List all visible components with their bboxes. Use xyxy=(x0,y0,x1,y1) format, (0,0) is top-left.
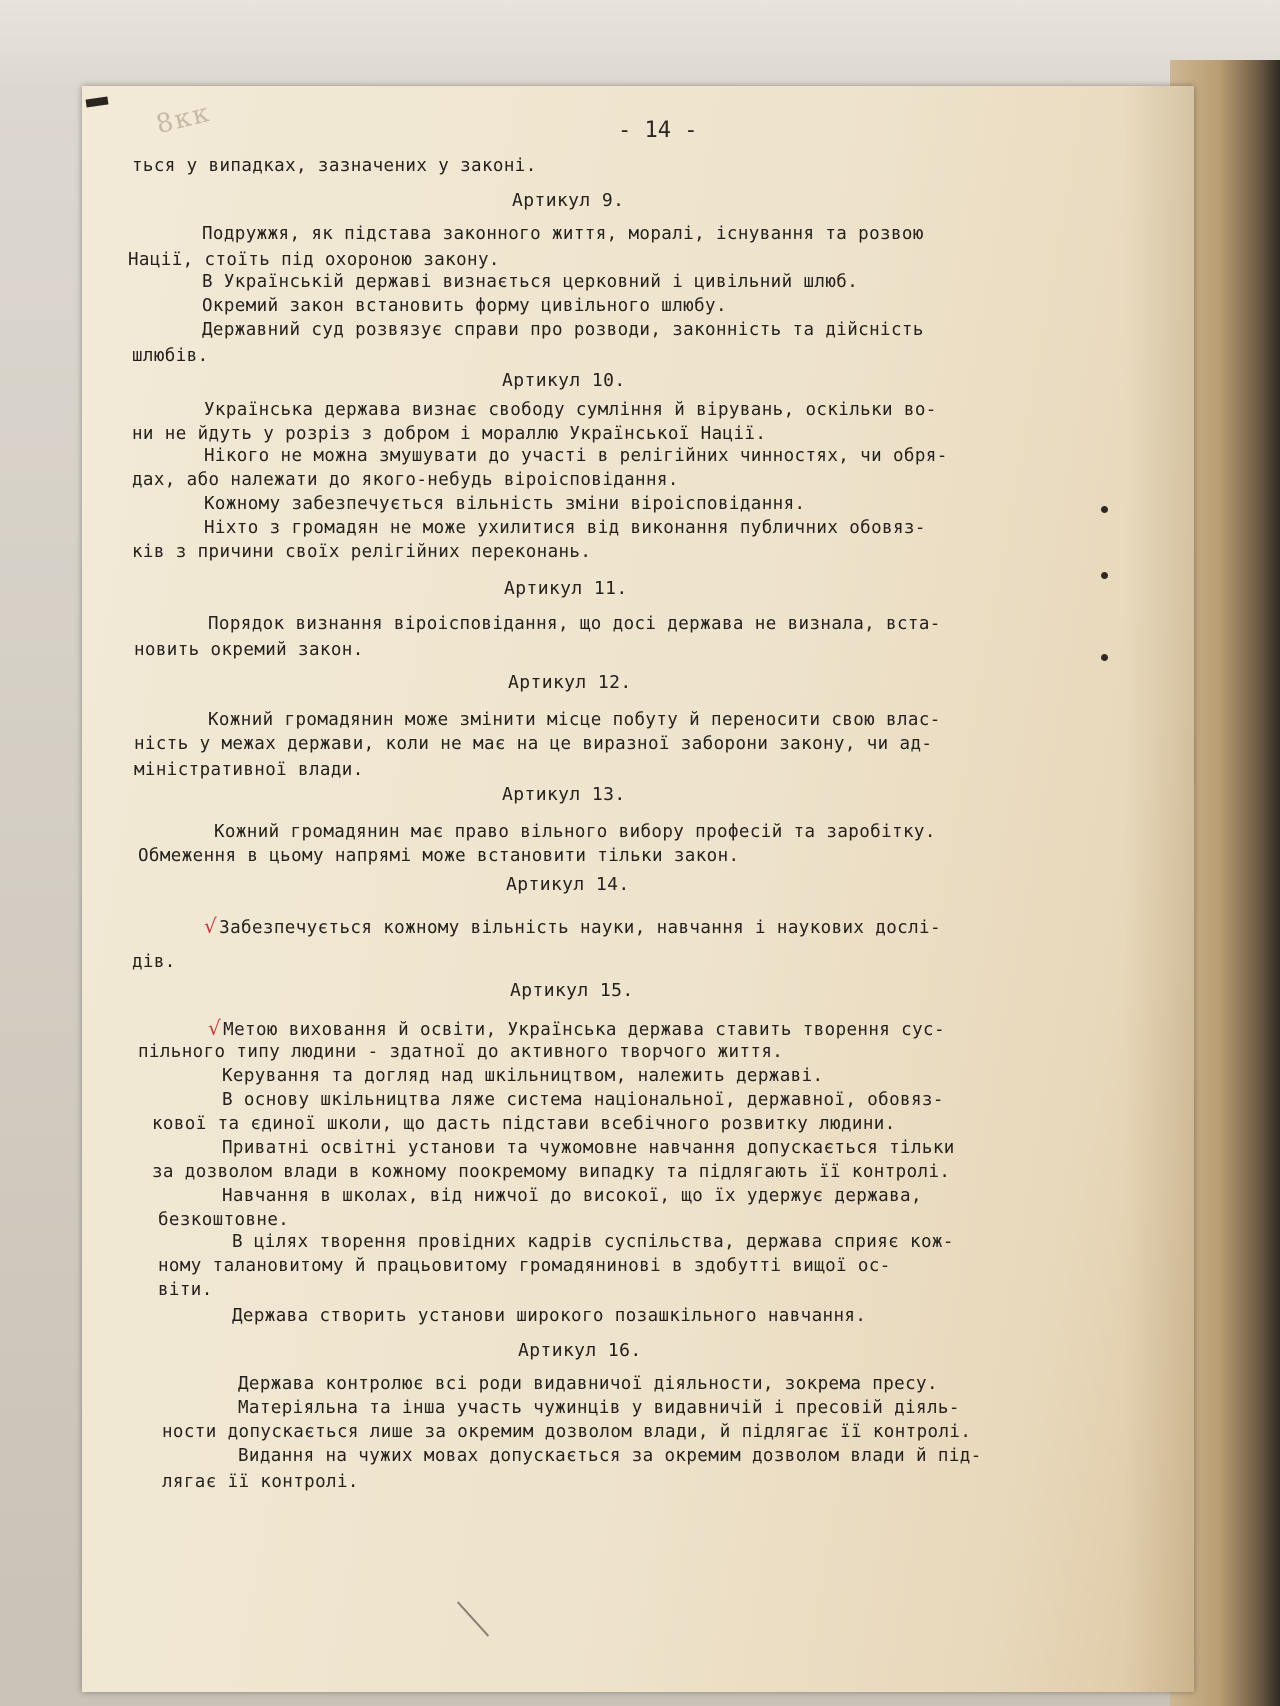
article-heading: Артикул 15. xyxy=(510,980,634,1001)
text-line: В Українській державі визнається церковний і цивільний шлюб. xyxy=(202,272,859,292)
red-check-mark: √ xyxy=(208,1016,222,1040)
text-line: Держава створить установи широкого позашкільного навчання. xyxy=(232,1306,867,1326)
article-heading: Артикул 14. xyxy=(506,874,630,895)
text-line: Державний суд розвязує справи про розводи, законність та дійсність xyxy=(202,320,924,340)
text-line: В основу шкільництва ляже система національної, державної, обовяз- xyxy=(222,1090,944,1110)
text-line: ни не йдуть у розріз з добром і мораллю Української Нації. xyxy=(132,424,767,444)
text-line: Приватні освітні установи та чужомовне навчання допускається тільки xyxy=(222,1138,955,1158)
text-line: віти. xyxy=(158,1280,213,1300)
typewritten-text xyxy=(82,86,1194,1692)
text-line: Навчання в школах, від нижчої до високої, що їх удержує держава, xyxy=(222,1186,922,1206)
document-page xyxy=(82,86,1194,1692)
red-check-mark: √ xyxy=(204,914,218,938)
text-line: Кожний громадянин має право вільного вибору професій та заробітку. xyxy=(214,822,936,842)
page-number: - 14 - xyxy=(618,118,698,143)
text-line: ться у випадках, зазначених у законі. xyxy=(132,156,537,176)
text-line: Кожний громадянин може змінити місце побуту й переносити свою влас- xyxy=(208,710,941,730)
article-heading: Артикул 12. xyxy=(508,672,632,693)
text-line: шлюбів. xyxy=(132,346,209,366)
text-line: Матеріяльна та інша участь чужинців у видавничій і пресовій діяль- xyxy=(238,1398,960,1418)
text-line: Подружжя, як підстава законного життя, моралі, існування та розвою xyxy=(202,224,924,244)
article-heading: Артикул 16. xyxy=(518,1340,642,1361)
text-line: ному талановитому й працьовитому громадянинові в здобутті вищої ос- xyxy=(158,1256,891,1276)
text-line: дів. xyxy=(132,952,176,972)
article-heading: Артикул 9. xyxy=(512,190,625,211)
text-line: Нації, стоїть під охороною закону. xyxy=(128,250,500,270)
text-line: ків з причини своїх релігійних переконань. xyxy=(132,542,592,562)
text-line: пільного типу людини - здатної до активного творчого життя. xyxy=(138,1042,784,1062)
pencil-annotation: 8кк xyxy=(153,97,214,141)
text-line: В цілях творення провідних кадрів суспільства, держава сприяє кож- xyxy=(232,1232,954,1252)
text-line: Видання на чужих мовах допускається за окремим дозволом влади й під- xyxy=(238,1446,982,1466)
text-line: лягає її контролі. xyxy=(162,1472,359,1492)
text-line: міністративної влади. xyxy=(134,760,364,780)
text-line: безкоштовне. xyxy=(158,1210,290,1230)
text-line: кової та єдиної школи, що дасть підстави всебічного розвитку людини. xyxy=(152,1114,896,1134)
text-line: новить окремий закон. xyxy=(134,640,364,660)
text-line: Кожному забезпечується вільність зміни віроісповідання. xyxy=(204,494,806,514)
text-line: Обмеження в цьому напрямі може встановити тільки закон. xyxy=(138,846,740,866)
text-line: √ Метою виховання й освіти, Українська держава ставить творення сус- xyxy=(208,1016,945,1040)
text-line: Окремий закон встановить форму цивільного шлюбу. xyxy=(202,296,727,316)
text-line: Порядок визнання віроісповідання, що досі держава не визнала, вста- xyxy=(208,614,941,634)
text-line: ність у межах держави, коли не має на це виразної заборони закону, чи ад- xyxy=(134,734,933,754)
text-line: ности допускається лише за окремим дозволом влади, й підлягає її контролі. xyxy=(162,1422,972,1442)
text-line: дах, або належати до якого-небудь віроісповідання. xyxy=(132,470,679,490)
text-line: Керування та догляд над шкільництвом, належить державі. xyxy=(222,1066,824,1086)
text-line: за дозволом влади в кожному поокремому випадку та підлягають її контролі. xyxy=(152,1162,951,1182)
article-heading: Артикул 13. xyxy=(502,784,626,805)
text-line: Ніхто з громадян не може ухилитися від виконання публичних обовяз- xyxy=(204,518,926,538)
text-line: Нікого не можна змушувати до участі в релігійних чинностях, чи обря- xyxy=(204,446,948,466)
text-line: Українська держава визнає свободу сумління й вірувань, оскільки во- xyxy=(204,400,937,420)
text-line: Держава контролює всі роди видавничої діяльности, зокрема пресу. xyxy=(238,1374,938,1394)
article-heading: Артикул 11. xyxy=(504,578,628,599)
text-line: √ Забезпечується кожному вільність науки, навчання і наукових дослі- xyxy=(204,914,941,938)
article-heading: Артикул 10. xyxy=(502,370,626,391)
